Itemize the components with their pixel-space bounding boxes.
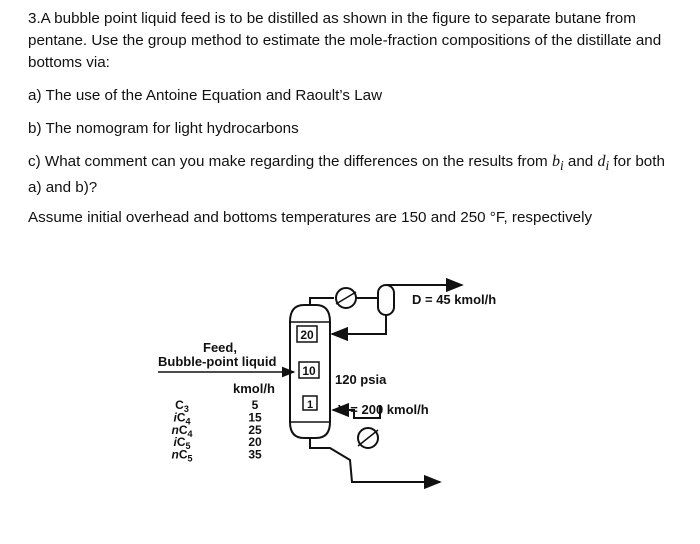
vapor-flow-label: V = 200 kmol/h (338, 402, 429, 417)
component-flow: 15 (248, 410, 262, 425)
feed-condition-label: Bubble-point liquid (158, 354, 277, 369)
component-name: $iC_5$ (173, 435, 191, 452)
component-name: $nC_4$ (171, 422, 193, 439)
di-symbol (597, 153, 610, 174)
column-diagram (150, 268, 520, 498)
component-flow: 25 (248, 422, 262, 437)
reflux-line (332, 315, 386, 334)
component-name: $C_3$ (175, 398, 189, 414)
reflux-drum-icon (378, 285, 394, 315)
part-c-suffix: for both a) and b)? (28, 153, 665, 197)
distillate-label: D = 45 kmol/h (412, 292, 497, 307)
component-name: $nC_5$ (171, 447, 193, 464)
di-sub: i (605, 158, 610, 174)
part-a: a) The use of the Antoine Equation and Raoult’s Law (28, 87, 383, 104)
di-base: d (597, 153, 606, 170)
part-c (28, 151, 678, 199)
stage-1-label: 1 (306, 399, 314, 411)
flow-units-label: kmol/h (233, 381, 275, 396)
component-table (171, 398, 262, 464)
pressure-label: 120 psia (335, 372, 387, 387)
assumption-text: Assume initial overhead and bottoms temperatures are 150 and 250 °F, respectively (28, 209, 593, 226)
bi-base: b (551, 153, 560, 170)
bi-symbol (551, 153, 564, 174)
component-flow: 35 (248, 447, 262, 462)
part-c-and: and (567, 153, 594, 170)
part-b: b) The nomogram for light hydrocarbons (28, 120, 299, 137)
problem-intro: 3.A bubble point liquid feed is to be distilled as shown in the figure to separate butane from pentane. Use the group method to estimate the mole-fraction compositions of the distillate and bottoms via: (28, 10, 662, 71)
feed-label: Feed, (203, 340, 237, 355)
bi-sub: i (559, 158, 564, 174)
component-flow: 20 (248, 435, 262, 450)
component-name: $iC_4$ (173, 410, 191, 427)
component-flow: 5 (251, 398, 259, 412)
overhead-vapor-line (310, 298, 334, 305)
part-c-prefix: c) What comment can you make regarding the differences on the results from (28, 153, 548, 170)
stage-10-label: 10 (302, 364, 316, 378)
stage-20-label: 20 (300, 328, 314, 342)
